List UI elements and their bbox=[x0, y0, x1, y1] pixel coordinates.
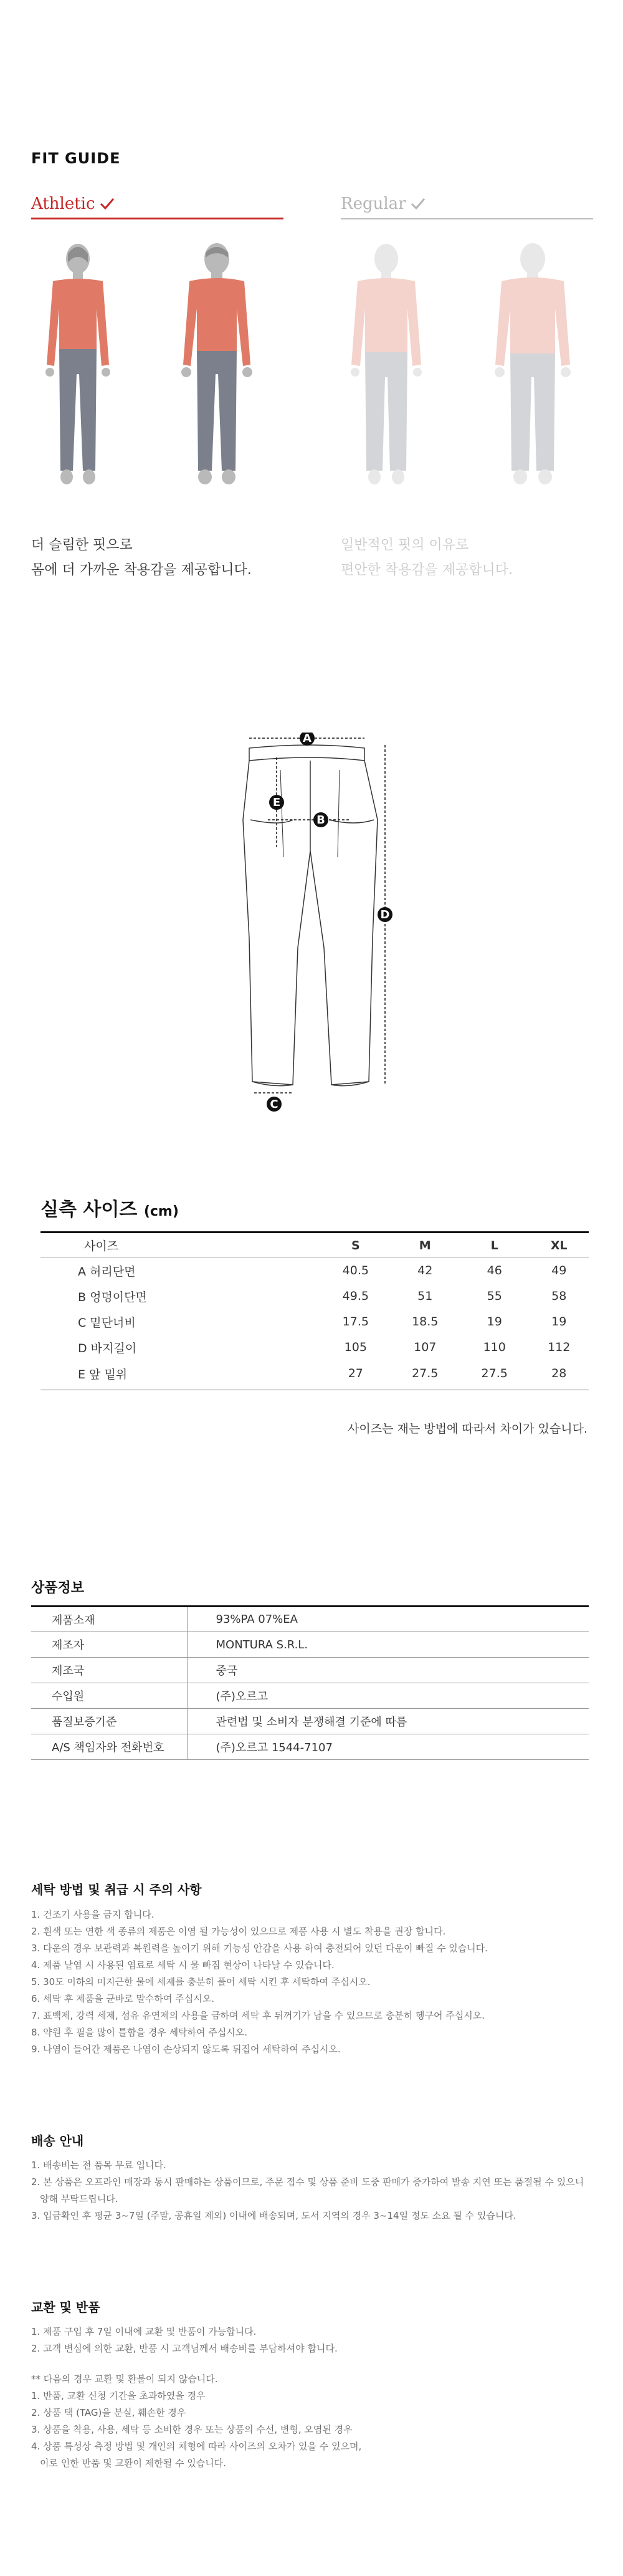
tab-athletic-label: Athletic bbox=[31, 195, 95, 213]
table-row: 수입원 (주)오르고 bbox=[31, 1683, 589, 1709]
regular-male-figure bbox=[483, 240, 583, 502]
list-item: ** 다음의 경우 교환 및 환불이 되지 않습니다. bbox=[31, 2373, 218, 2385]
list-item: 7. 표백제, 강력 세제, 섬유 유연제의 사용을 금하며 세탁 후 뒤꺼기가 남을 수 있으므로 충분히 헹구어 주십시오. bbox=[31, 2010, 485, 2021]
size-table-header: 사이즈 S M L XL bbox=[40, 1233, 589, 1258]
athletic-description: 더 슬림한 핏으로 몸에 더 가까운 착용감을 제공합니다. bbox=[31, 537, 252, 578]
label-b: B bbox=[316, 814, 325, 827]
table-row: B 엉덩이단면 49.5 51 55 58 bbox=[78, 1289, 567, 1304]
athletic-female-figure bbox=[28, 240, 128, 502]
size-table bbox=[40, 1231, 589, 1390]
list-item: 2. 상품 택 (TAG)을 분실, 훼손한 경우 bbox=[31, 2407, 186, 2418]
tab-regular-label: Regular bbox=[341, 195, 406, 213]
list-item: 9. 나염이 들어간 제품은 나염이 손상되지 않도록 뒤집어 세탁하여 주십시오. bbox=[31, 2044, 341, 2055]
check-icon bbox=[99, 197, 115, 211]
label-c: C bbox=[270, 1098, 278, 1111]
size-note: 사이즈는 재는 방법에 따라서 차이가 있습니다. bbox=[348, 1422, 587, 1436]
label-a: A bbox=[303, 733, 312, 745]
table-row: 품질보증기준 관련법 및 소비자 분쟁해결 기준에 따름 bbox=[31, 1709, 589, 1734]
list-item: 8. 약원 후 필을 많이 틀함을 경우 세탁하여 주십시오. bbox=[31, 2027, 248, 2038]
table-row: D 바지길이 105 107 110 112 bbox=[78, 1340, 571, 1355]
tab-regular-underline bbox=[341, 218, 593, 219]
table-row: C 밑단너비 17.5 18.5 19 19 bbox=[78, 1315, 567, 1330]
label-d: D bbox=[380, 908, 390, 921]
list-item: 3. 입금확인 후 평균 3~7일 (주말, 공휴일 제외) 이내에 배송되며, 도서 지역의 경우 3~14일 정도 소요 될 수 있습니다. bbox=[31, 2210, 516, 2221]
list-item: 6. 세탁 후 제품을 균바로 말수하여 주십시오. bbox=[31, 1993, 215, 2004]
tab-athletic[interactable] bbox=[31, 195, 283, 219]
list-item: 2. 흰색 또는 연한 색 종류의 제품은 이염 될 가능성이 있으므로 제품 사용 시 별도 착용을 권장 합니다. bbox=[31, 1926, 446, 1937]
size-table-title: 실측 사이즈 (cm) bbox=[40, 1199, 179, 1221]
regular-female-figure bbox=[336, 240, 436, 502]
tab-athletic-underline bbox=[31, 218, 283, 219]
table-row: 제품소재 93%PA 07%EA bbox=[31, 1607, 589, 1632]
table-row: A/S 책임자와 전화번호 (주)오르고 1544-7107 bbox=[31, 1734, 589, 1760]
care-list bbox=[31, 1906, 488, 2058]
table-row: 제조국 중국 bbox=[31, 1658, 589, 1683]
list-item: 3. 상품을 착용, 사용, 세탁 등 소비한 경우 또는 상품의 수선, 변형, 오염된 경우 bbox=[31, 2424, 353, 2435]
list-item: 이로 인한 반품 및 교환이 제한될 수 있습니다. bbox=[40, 2458, 226, 2469]
list-item: 1. 배송비는 전 품목 무료 입니다. bbox=[31, 2160, 166, 2171]
table-row: A 허리단면 40.5 42 46 49 bbox=[78, 1264, 567, 1279]
table-row: E 앞 밑위 27 27.5 27.5 28 bbox=[40, 1360, 589, 1390]
product-info-title: 상품정보 bbox=[31, 1580, 85, 1596]
shipping-title: 배송 안내 bbox=[31, 2133, 84, 2148]
list-item: 4. 제품 낱염 시 사용된 염료로 세탁 시 물 빠짐 현상이 나타날 수 있습니다. bbox=[31, 1959, 335, 1971]
list-item: 3. 다운의 경우 보관력과 복원력을 높이기 위해 기능성 안감을 사용 하여 충전되어 있던 다운이 빠질 수 있습니다. bbox=[31, 1943, 488, 1954]
list-item: 2. 본 상품은 오프라인 매장과 동시 판매하는 상품이므로, 주문 접수 및 상품 준비 도중 판매가 증가하여 발송 지연 또는 품절될 수 있으니 bbox=[31, 2176, 584, 2188]
returns-title: 교환 및 반품 bbox=[31, 2300, 100, 2315]
list-item: 1. 제품 구입 후 7일 이내에 교환 및 반품이 가능합니다. bbox=[31, 2326, 257, 2337]
list-item: 1. 반품, 교환 신청 기간을 초과하였을 경우 bbox=[31, 2390, 206, 2401]
care-title: 세탁 방법 및 취급 시 주의 사항 bbox=[31, 1882, 202, 1897]
list-item: 양해 부탁드립니다. bbox=[40, 2193, 118, 2204]
table-row: 제조자 MONTURA S.R.L. bbox=[31, 1632, 589, 1658]
pants-measurement-diagram bbox=[224, 733, 399, 1119]
list-item: 5. 30도 이하의 미지근한 물에 세제를 충분히 풀어 세탁 시킨 후 세탁하여 주십시오. bbox=[31, 1976, 371, 1987]
regular-description: 일반적인 핏의 이유로 편안한 착용감을 제공합니다. bbox=[341, 537, 513, 578]
tab-regular[interactable] bbox=[341, 195, 593, 219]
shipping-list bbox=[31, 2157, 584, 2224]
check-icon bbox=[410, 197, 426, 211]
athletic-male-figure bbox=[167, 240, 267, 502]
list-item: 1. 건조기 사용을 금지 합니다. bbox=[31, 1909, 155, 1920]
list-item: 2. 고객 변심에 의한 교환, 반품 시 고객님께서 배송비를 부담하셔야 합니다. bbox=[31, 2343, 338, 2354]
list-item: 4. 상품 특성상 측정 방법 및 개인의 체형에 따라 사이즈의 오차가 있을 수 있으며, bbox=[31, 2441, 362, 2452]
product-info-table bbox=[31, 1605, 589, 1760]
returns-list bbox=[31, 2324, 361, 2472]
label-e: E bbox=[272, 796, 281, 809]
fit-guide-title: FIT GUIDE bbox=[31, 150, 121, 167]
